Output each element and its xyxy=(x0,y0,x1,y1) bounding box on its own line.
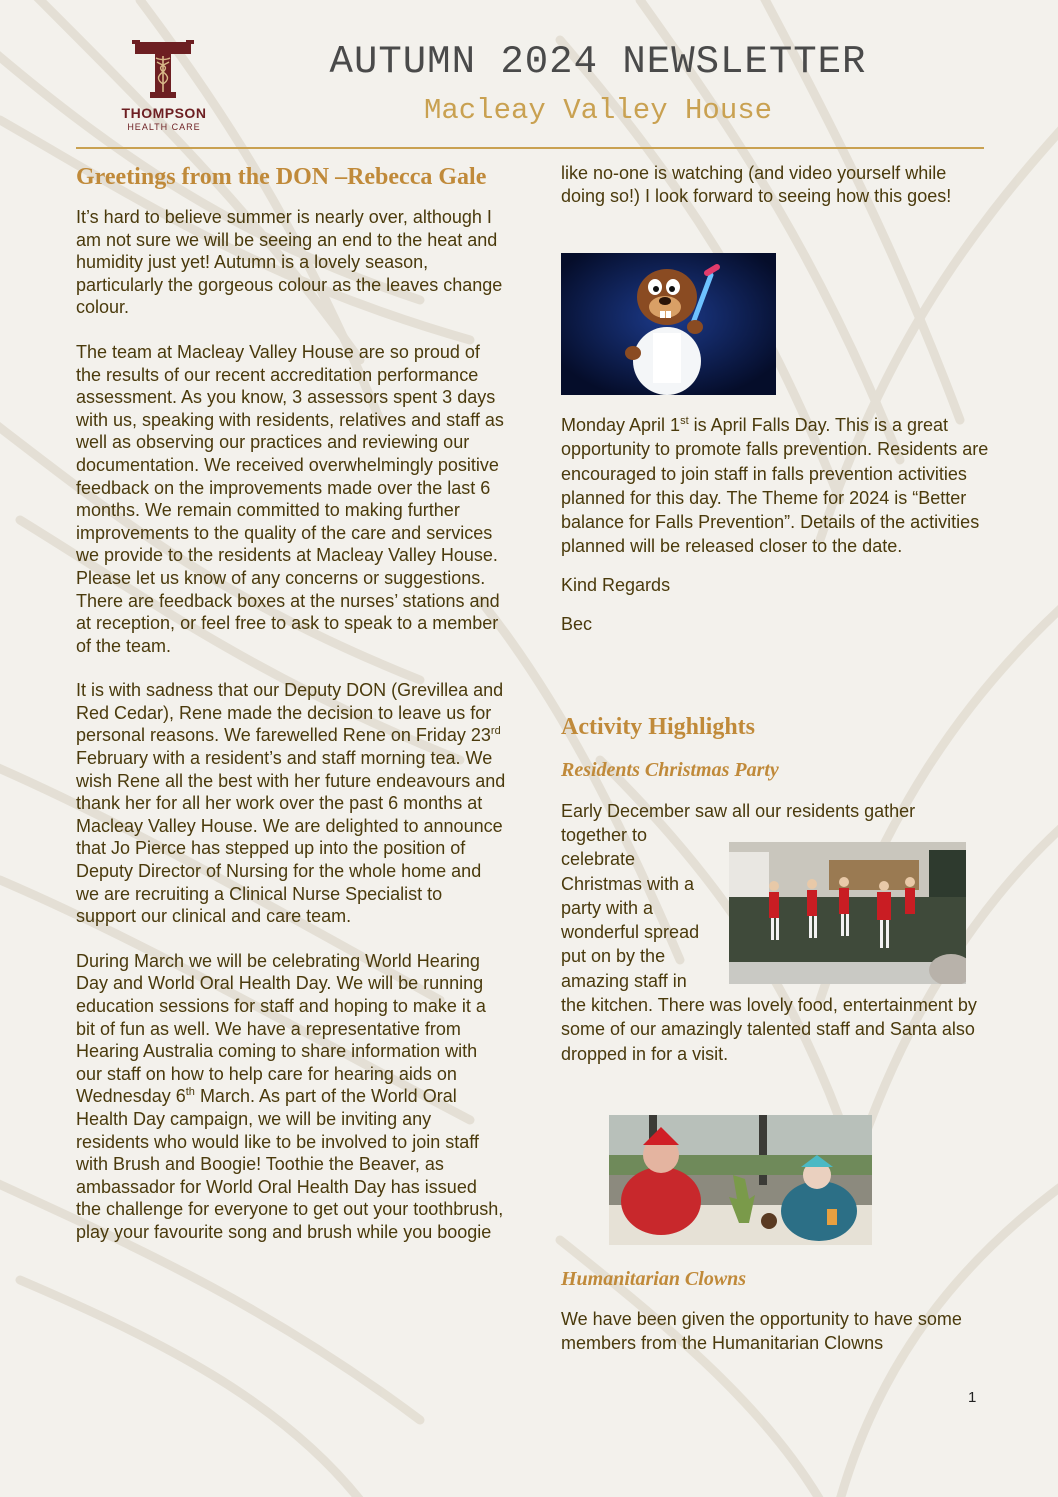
signoff-bec: Bec xyxy=(561,614,593,635)
clowns-text: We have been given the opportunity to have some members from the Humanitarian Clowns xyxy=(561,1309,962,1353)
christmas-intro xyxy=(561,799,991,823)
christmas-intro-line: Early December saw all our residents gather xyxy=(561,801,916,821)
page-number: 1 xyxy=(968,1389,977,1406)
don-greeting-heading: Greetings from the DON –Rebecca Gale xyxy=(76,164,487,190)
paragraph-summer: It’s hard to believe summer is nearly over, although I am not sure we will be seeing an end to the heat and humidity just yet! Autumn is a lovely season, particularly the gorgeous colour as the leaves change colour. xyxy=(76,207,503,318)
humanitarian-clowns-heading: Humanitarian Clowns xyxy=(561,1268,747,1290)
kind-regards: Kind Regards xyxy=(561,574,671,595)
paragraph-brush-boogie-cont: like no-one is watching (and video yourself while doing so!) I look forward to seeing how this goes! xyxy=(561,163,952,206)
thompson-logo xyxy=(110,36,218,136)
christmas-wrap-line: wonderful spread xyxy=(561,922,700,943)
logo-subtitle: HEALTH CARE xyxy=(127,122,201,132)
christmas-party-heading: Residents Christmas Party xyxy=(561,759,779,781)
christmas-wrap-line: put on by the xyxy=(561,946,666,967)
christmas-wrap-line: together to xyxy=(561,825,648,845)
christmas-rest xyxy=(561,993,991,1066)
christmas-wrapped-text xyxy=(561,823,731,993)
toothie-beaver-image xyxy=(561,253,776,395)
christmas-wrap-line: Christmas with a xyxy=(561,873,695,894)
left-column xyxy=(76,162,506,1244)
right-column-falls xyxy=(561,413,991,636)
paragraph-deputy-don: It is with sadness that our Deputy DON (Grevillea and Red Cedar), Rene made the decision to leave us for personal reasons. We farewelled Rene on Friday 23rd February with a resident’s and staff morning tea. We wish Rene all the best with her future endeavours and thank her for all her work over the past 6 months at Macleay Valley House. We are delighted to announce that Jo Pierce has stepped up into the position of Deputy Director of Nursing for the whole home and we are recruiting a Clinical Nurse Specialist to support our clinical and care team. xyxy=(76,680,506,927)
paragraph-falls-day: Monday April 1st is April Falls Day. This is a great opportunity to promote falls prevention. Residents are encouraged to join staff in falls prevention activities planned for this day. The Theme for 2024 is “Better balance for Falls Prevention”. Details of the activities planned will be released closer to the date. xyxy=(561,415,989,557)
activity-highlights-heading: Activity Highlights xyxy=(561,714,756,740)
activity-section xyxy=(561,712,991,783)
christmas-wrap-line: amazing staff in xyxy=(561,970,687,991)
christmas-party-photo xyxy=(729,842,966,984)
christmas-rest-text: the kitchen. There was lovely food, entertainment by some of our amazingly talented staff and Santa also dropped in for a visit. xyxy=(561,995,977,1064)
header-divider xyxy=(76,147,984,149)
clowns-section xyxy=(561,1266,991,1355)
newsletter-title: AUTUMN 2024 NEWSLETTER xyxy=(329,40,867,84)
paragraph-accreditation: The team at Macleay Valley House are so proud of the results of our recent accreditation performance assessment. As you know, 3 assessors spent 3 days with us, speaking with residents, relatives and staff as well as observing our practices and reviewing our documentation. We received overwhelmingly positive feedback on the improvements made over the last 6 months. We remain committed to making further improvements to the quality of the care and services we provide to the residents at Macleay Valley House. Please let us know of any concerns or suggestions. There are feedback boxes at the nurses’ stations and at reception, or feel free to ask to speak to a member of the team. xyxy=(76,341,504,656)
christmas-wrap-line: celebrate xyxy=(561,849,636,870)
caduceus-t-icon xyxy=(132,36,194,100)
paragraph-hearing-oral-health: During March we will be celebrating World Hearing Day and World Oral Health Day. We will be running education sessions for staff and hoping to make it a bit of fun as well. We have a representative from Hearing Australia coming to share information with our staff on how to help care for hearing aids on Wednesday 6th March. As part of the World Oral Health Day campaign, we will be inviting any residents who would like to be involved to join staff with Brush and Boogie! Toothie the Beaver, as ambassador for World Oral Health Day has issued the challenge for everyone to get out your toothbrush, play your favourite song and brush while you boogie xyxy=(76,950,504,1242)
logo-name: THOMPSON xyxy=(121,105,207,121)
right-column-top xyxy=(561,162,984,207)
christmas-wrap-line: party with a xyxy=(561,897,654,918)
newsletter-subtitle: Macleay Valley House xyxy=(423,94,773,127)
residents-table-photo xyxy=(609,1115,872,1245)
